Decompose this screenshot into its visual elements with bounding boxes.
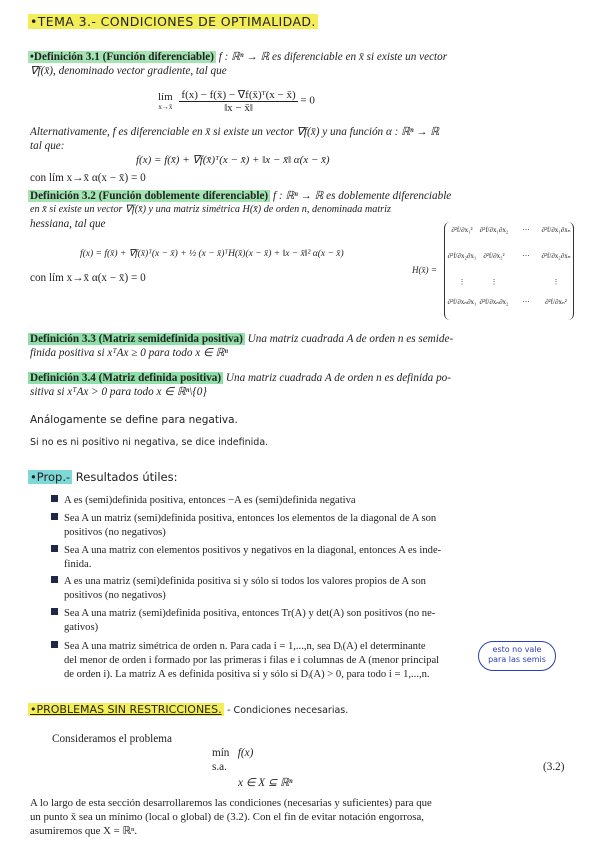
handwritten-note-2: Si no es ni positivo ni negativa, se dice indefinida. [30,437,269,448]
def33-label: Definición 3.3 (Matriz semidefinida positiva) [30,333,243,345]
def31-alt2: tal que: [30,140,65,152]
bullet-square-icon [51,576,58,583]
bullet-square-icon [51,641,58,648]
definition-3-1 [28,50,588,64]
def32-line2: en x̄ si existe un vector ∇f(x̄) y una matriz simétrica H(x̄) de orden n, denominada matriz [30,204,391,215]
definition-3-4 [28,371,588,385]
def34-line1: Una matriz cuadrada A de orden n es definida po- [225,372,451,384]
def32-line1: f : ℝⁿ → ℝ es doblemente diferenciable [272,190,452,202]
page-title: •TEMA 3.- CONDICIONES DE OPTIMALIDAD. [30,14,316,29]
prop-item-6: Sea A una matriz simétrica de orden n. Para cada i = 1,...,n, sea Dᵢ(A) el determinante del menor de orden i formado por las primeras i filas e i columnas de A (menor principal de orden i). La matriz A es definida positiva si y sólo si Dᵢ(A) > 0, para todo i = 1,...,n. [51,640,476,682]
constraint: x ∈ X ⊆ ℝⁿ [238,777,293,789]
def31-fraction [179,88,297,114]
min-word: mín [212,747,230,759]
lim-word: lím [158,91,173,103]
hessian-cell-1-3: ⋯ [522,226,530,234]
problemas-intro: Consideramos el problema [52,733,172,745]
handwritten-note-1: Análogamente se define para negativa. [30,414,238,426]
hessian-cell-3-4: ⋮ [552,278,560,286]
def31-label: •Definición 3.1 (Función diferenciable) [30,51,214,63]
problemas-para-line2: un punto x̄ sea un mínimo (local o global) de (3.2). Con el fin de evitar notación engorrosa, [30,811,424,823]
equation-number: (3.2) [543,761,565,773]
def31-denominator: ‖x − x̄‖ [224,102,253,114]
hessian-cell-3-2: ⋮ [490,278,498,286]
def32-limcond: con lím x→x̄ α(x − x̄) = 0 [30,272,146,284]
problemas-para-line3: asumiremos que X = ℝⁿ. [30,825,138,837]
def31-rhs: = 0 [300,94,315,107]
prop-item-1: A es (semi)definida positiva, entonces −A es (semi)definida negativa [51,494,576,508]
problemas-label: •PROBLEMAS SIN RESTRICCIONES. [30,703,222,716]
hessian-matrix [444,222,574,320]
def31-line1: f : ℝⁿ → ℝ es diferenciable en x̄ si existe un vector [218,51,448,63]
hessian-cell-3-1: ⋮ [458,278,466,286]
objective-fx: f(x) [237,747,254,759]
bullet-square-icon [51,513,58,520]
def34-line2: sitiva si xᵀAx > 0 para todo x ∈ ℝⁿ\{0} [30,386,207,398]
def31-line2: ∇f(x̄), denominado vector gradiente, tal que [30,65,227,77]
hessian-cell-1-1: ∂²f/∂x₁² [451,226,473,234]
bullet-square-icon [51,545,58,552]
hessian-cell-2-4: ∂²f/∂x₂∂xₙ [541,252,571,260]
def32-line3: hessiana, tal que [30,218,106,230]
hessian-cell-4-3: ⋯ [522,298,530,306]
def31-eq2: f(x) = f(x̄) + ∇f(x̄)ᵀ(x − x̄) + ‖x − x̄‖ α(x − x̄) [136,154,330,166]
def31-limit-formula [158,88,358,114]
bullet-square-icon [51,608,58,615]
subject-to: s.a. [212,761,227,773]
problemas-para-line1: A lo largo de esta sección desarrollaremos las condiciones (necesarias y suficientes) para que [30,797,432,809]
prop-title: Resultados útiles: [75,470,178,484]
bullet-square-icon [51,495,58,502]
hessian-cell-2-1: ∂²f/∂x₂∂x₁ [447,252,477,260]
hessian-cell-2-2: ∂²f/∂x₂² [483,252,505,260]
definition-3-3 [28,332,588,346]
def31-numerator: f(x) − f(x̄) − ∇f(x̄)ᵀ(x − x̄) [181,89,296,101]
def31-limcond: con lím x→x̄ α(x − x̄) = 0 [30,172,146,184]
def32-eq: f(x) = f(x̄) + ∇f(x̄)ᵀ(x − x̄) + ½ (x − x̄)ᵀH(x̄)(x − x̄) + ‖x − x̄‖² α(x − x̄) [80,249,344,259]
def34-label: Definición 3.4 (Matriz definida positiva) [30,372,222,384]
prop-item-5: Sea A una matriz (semi)definida positiva, entonces Tr(A) y det(A) son positivos (no ne- gativos) [51,607,576,635]
def31-alt1: Alternativamente, f es diferenciable en x̄ si existe un vector ∇f(x̄) y una función α : ℝⁿ → ℝ [30,126,440,138]
hessian-cell-1-4: ∂²f/∂x₁∂xₙ [541,226,571,234]
prop-heading [28,470,178,484]
def33-line2: finida positiva si xᵀAx ≥ 0 para todo x ∈ ℝⁿ [30,347,228,359]
prop-label: •Prop.- [30,470,71,484]
margin-note: esto no vale para las semis [478,641,556,671]
section-problemas [28,703,348,716]
prop-item-2: Sea A un matriz (semi)definida positiva, entonces los elementos de la diagonal de A son positivos (no negativos) [51,512,576,540]
hessian-cell-2-3: ⋯ [522,252,530,260]
def32-label: Definición 3.2 (Función doblemente diferenciable) [30,190,269,202]
prop-item-3: Sea A una matriz con elementos positivos y negativos en la diagonal, entonces A es inde- finida. [51,544,576,572]
hessian-cell-1-2: ∂²f/∂x₁∂x₂ [479,226,509,234]
hessian-cell-4-1: ∂²f/∂xₙ∂x₁ [447,298,477,306]
prop-item-4: A es una matriz (semi)definida positiva si y sólo si todos los valores propios de A son positivos (no negativos) [51,575,576,603]
def33-line1: Una matriz cuadrada A de orden n es semide- [247,333,454,345]
problem-objective [212,746,253,760]
lim-sub: x→x̄ [158,103,173,111]
hessian-cell-4-4: ∂²f/∂xₙ² [545,298,567,306]
hessian-label: H(x̄) = [412,265,437,275]
hessian-cell-4-2: ∂²f/∂xₙ∂x₂ [479,298,509,306]
definition-3-2 [28,189,478,203]
problemas-suffix: - Condiciones necesarias. [227,705,349,716]
